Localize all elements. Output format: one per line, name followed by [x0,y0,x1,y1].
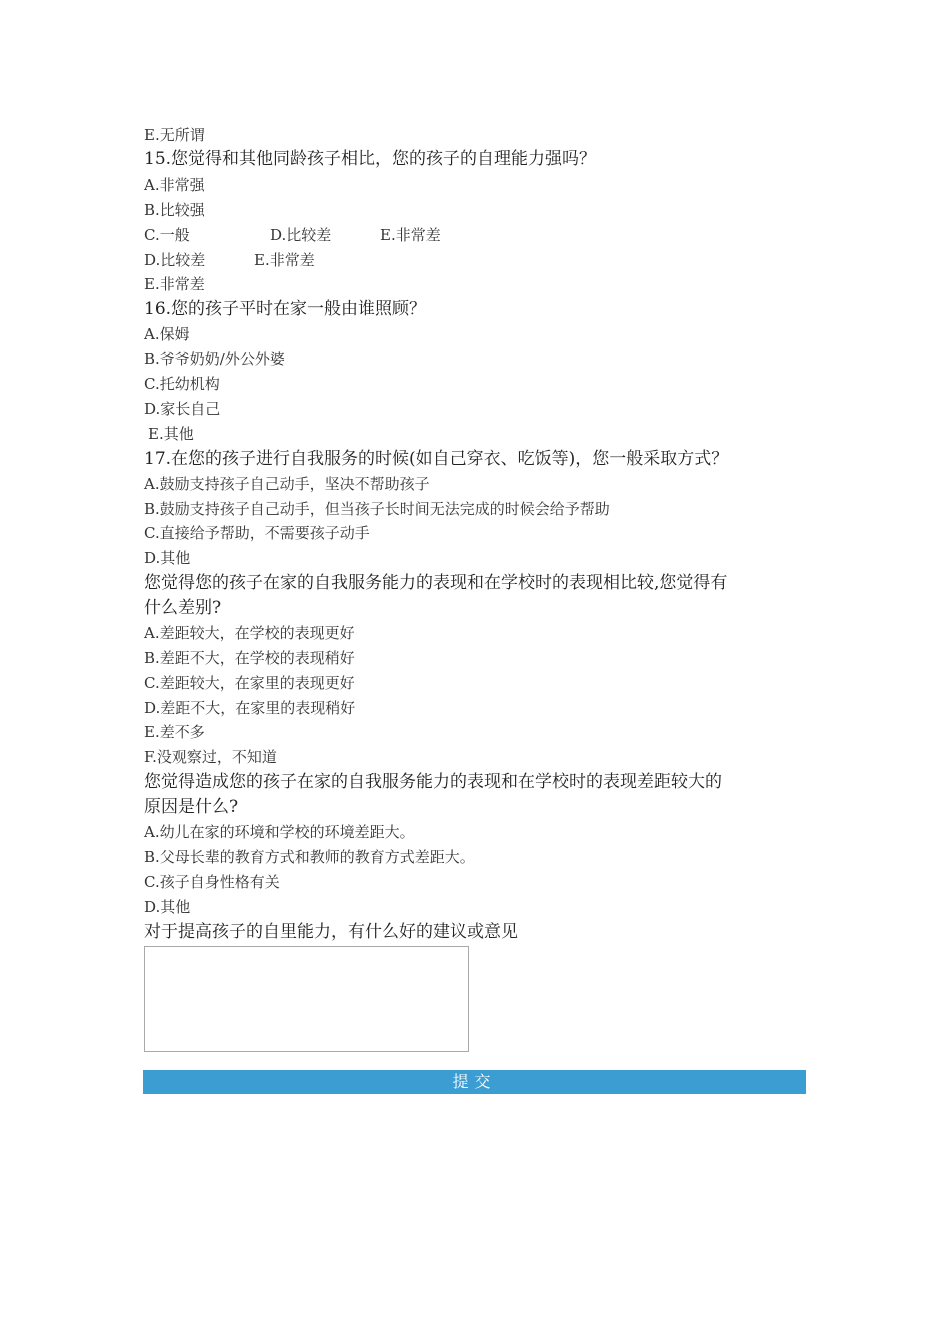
q18-option-d[interactable]: D.差距不大，在家里的表现稍好 [144,699,356,717]
q16-option-c[interactable]: C.托幼机构 [144,375,220,393]
q18-option-b[interactable]: B.差距不大，在学校的表现稍好 [144,649,355,667]
q15-option-c[interactable]: C.一般 [144,226,190,244]
q15-option-d[interactable]: D.比较差 [144,251,206,269]
q18-question-line1: 您觉得您的孩子在家的自我服务能力的表现和在学校时的表现相比较,您觉得有 [144,573,728,593]
q19-option-d[interactable]: D.其他 [144,898,191,916]
q15-option-b[interactable]: B.比较强 [144,201,205,219]
q18-option-e[interactable]: E.差不多 [144,723,205,741]
q15-option-a[interactable]: A.非常强 [144,176,205,194]
q15-option-row-c [144,225,441,245]
q15-question: 15.您觉得和其他同龄孩子相比，您的孩子的自理能力强吗？ [144,149,597,169]
q16-option-e[interactable]: E.其他 [148,425,194,443]
q15-option-d-inline[interactable]: D.比较差 [270,226,332,244]
q18-question-line2: 什么差别? [144,598,222,618]
q17-option-b[interactable]: B.鼓励支持孩子自己动手，但当孩子长时间无法完成的时候会给予帮助 [144,500,610,518]
q16-option-a[interactable]: A.保姆 [144,325,190,343]
suggestion-textarea[interactable] [144,946,469,1052]
q16-question: 16.您的孩子平时在家一般由谁照顾？ [144,299,427,319]
q15-option-row-d [144,250,315,270]
q18-option-f[interactable]: F.没观察过，不知道 [144,748,277,766]
submit-button[interactable]: 提交 [143,1070,806,1094]
q20-question: 对于提高孩子的自里能力，有什么好的建议或意见 [144,922,518,942]
q16-option-b[interactable]: B.爷爷奶奶/外公外婆 [144,350,285,368]
q19-option-a[interactable]: A.幼儿在家的环境和学校的环境差距大。 [144,823,415,841]
q16-option-d[interactable]: D.家长自己 [144,400,221,418]
q15-option-e-inline[interactable]: E.非常差 [380,226,441,244]
q17-option-a[interactable]: A.鼓励支持孩子自己动手，坚决不帮助孩子 [144,475,430,493]
q19-question-line2: 原因是什么? [144,797,239,817]
q14-option-e[interactable]: E.无所谓 [144,126,205,144]
q18-option-c[interactable]: C.差距较大，在家里的表现更好 [144,674,355,692]
q15-option-e[interactable]: E.非常差 [144,275,205,293]
q15-option-e-inline-2[interactable]: E.非常差 [254,251,315,269]
q19-option-c[interactable]: C.孩子自身性格有关 [144,873,280,891]
q18-option-a[interactable]: A.差距较大，在学校的表现更好 [144,624,355,642]
q17-question: 17.在您的孩子进行自我服务的时候(如自己穿衣、吃饭等)，您一般采取方式？ [144,449,729,469]
q17-option-c[interactable]: C.直接给予帮助，不需要孩子动手 [144,524,370,542]
q17-option-d[interactable]: D.其他 [144,549,191,567]
q19-question-line1: 您觉得造成您的孩子在家的自我服务能力的表现和在学校时的表现差距较大的 [144,772,722,792]
q19-option-b[interactable]: B.父母长辈的教育方式和教师的教育方式差距大。 [144,848,475,866]
